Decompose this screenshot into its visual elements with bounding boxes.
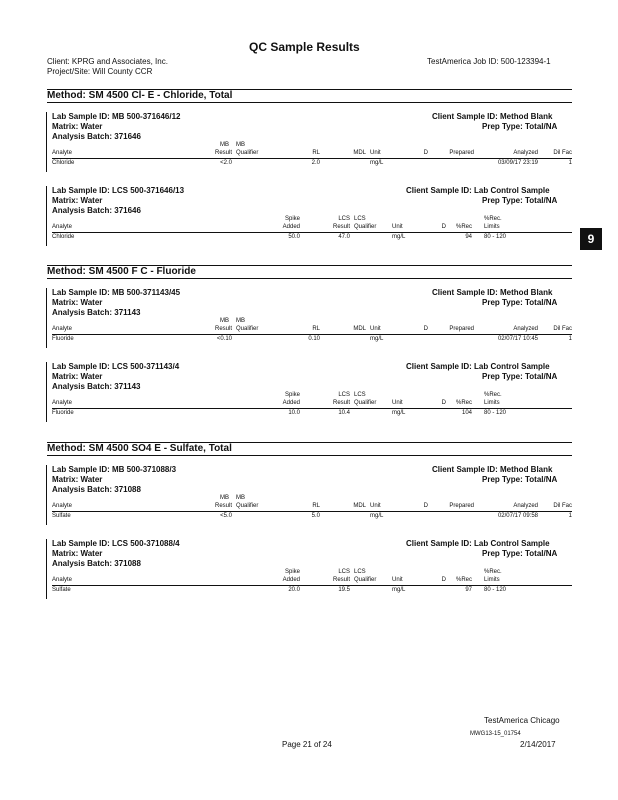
blank-cell: <5.0: [220, 513, 232, 519]
blank-col-header: Result: [214, 503, 232, 509]
lcs-col-header: Result: [332, 224, 350, 230]
blank-col-header: Prepared: [449, 326, 474, 332]
lcs-prep-type: Prep Type: Total/NA: [482, 196, 558, 205]
page-title: QC Sample Results: [249, 40, 360, 54]
blank-cell: Fluoride: [52, 336, 74, 342]
lcs-col-header: Unit: [392, 400, 403, 406]
lcs-col-header: %Rec: [455, 577, 472, 583]
footer-lab: TestAmerica Chicago: [484, 716, 560, 725]
lcs-col-header: Limits: [484, 400, 500, 406]
lcs-matrix: Matrix: Water: [52, 549, 103, 558]
lcs-col-header: Result: [332, 577, 350, 583]
lcs-matrix: Matrix: Water: [52, 372, 103, 381]
lcs-cell: 80 - 120: [484, 410, 507, 416]
blank-hdr-top: MB: [236, 142, 245, 148]
blank-cell: mg/L: [370, 160, 384, 166]
blank-cell: 1: [568, 513, 572, 519]
lcs-batch: Analysis Batch: 371088: [52, 559, 141, 568]
lcs-cell: 10.0: [288, 410, 300, 416]
lcs-sample-id: Lab Sample ID: LCS 500-371646/13: [52, 186, 185, 195]
method-title: Method: SM 4500 Cl- E - Chloride, Total: [47, 90, 233, 101]
lcs-col-header: Qualifier: [354, 577, 377, 583]
lcs-col-header: Analyte: [52, 577, 73, 583]
blank-col-header: Dil Fac: [553, 326, 572, 332]
lcs-hdr-top: %Rec.: [484, 392, 502, 398]
lcs-prep-type: Prep Type: Total/NA: [482, 549, 558, 558]
lcs-hdr-top: LCS: [338, 569, 350, 575]
lcs-col-header: D: [441, 400, 446, 406]
blank-col-header: Analyzed: [513, 503, 538, 509]
lcs-col-header: Qualifier: [354, 400, 377, 406]
lcs-hdr-top: LCS: [338, 392, 350, 398]
lcs-col-header: D: [441, 224, 446, 230]
lcs-matrix: Matrix: Water: [52, 196, 103, 205]
blank-cell: 1: [568, 336, 572, 342]
blank-sample-id: Lab Sample ID: MB 500-371088/3: [52, 465, 177, 474]
section-tab: 9: [580, 228, 602, 250]
blank-cell: 02/07/17 10:45: [497, 336, 538, 342]
lcs-cell: 50.0: [288, 234, 300, 240]
blank-batch: Analysis Batch: 371088: [52, 485, 141, 494]
lcs-col-header: Limits: [484, 224, 500, 230]
blank-cell: Sulfate: [52, 513, 71, 519]
lcs-hdr-top: Spike: [284, 216, 300, 222]
method-rule: [47, 278, 572, 279]
lcs-hdr-top: %Rec.: [484, 569, 502, 575]
blank-matrix: Matrix: Water: [52, 298, 103, 307]
block-bracket: [46, 362, 47, 422]
lcs-col-header: %Rec: [455, 224, 472, 230]
lcs-col-header: D: [441, 577, 446, 583]
lcs-cell: mg/L: [392, 587, 406, 593]
blank-col-header: Analyzed: [513, 150, 538, 156]
blank-col-header: Unit: [370, 503, 381, 509]
blank-cell: mg/L: [370, 336, 384, 342]
blank-cell: <0.10: [216, 336, 232, 342]
blank-hdr-top: MB: [220, 142, 229, 148]
page-number: Page 21 of 24: [282, 740, 332, 749]
blank-client-id: Client Sample ID: Method Blank: [432, 288, 553, 297]
method-rule: [47, 102, 572, 103]
blank-col-header: D: [423, 150, 428, 156]
blank-cell: <2.0: [220, 160, 232, 166]
lcs-cell: 10.4: [338, 410, 350, 416]
report-date: 2/14/2017: [520, 740, 556, 749]
blank-cell: 03/09/17 23:19: [497, 160, 538, 166]
lcs-sample-id: Lab Sample ID: LCS 500-371088/4: [52, 539, 180, 548]
blank-col-header: Qualifier: [236, 503, 259, 509]
lcs-cell: mg/L: [392, 234, 406, 240]
lcs-hdr-top: %Rec.: [484, 216, 502, 222]
blank-prep-type: Prep Type: Total/NA: [482, 298, 558, 307]
lcs-sample-id: Lab Sample ID: LCS 500-371143/4: [52, 362, 180, 371]
blank-col-header: D: [423, 503, 428, 509]
lcs-batch: Analysis Batch: 371143: [52, 382, 141, 391]
blank-col-header: RL: [312, 150, 320, 156]
block-bracket: [46, 465, 47, 525]
lcs-header-rule: [52, 408, 572, 409]
method-title: Method: SM 4500 SO4 E - Sulfate, Total: [47, 443, 232, 454]
blank-cell: 02/07/17 09:58: [497, 513, 538, 519]
lcs-cell: Chloride: [52, 234, 75, 240]
blank-header-rule: [52, 158, 572, 159]
blank-col-header: Dil Fac: [553, 150, 572, 156]
lcs-cell: Fluoride: [52, 410, 74, 416]
blank-sample-id: Lab Sample ID: MB 500-371646/12: [52, 112, 181, 121]
lcs-cell: 97: [465, 587, 472, 593]
block-bracket: [46, 112, 47, 172]
blank-col-header: Qualifier: [236, 326, 259, 332]
lcs-client-id: Client Sample ID: Lab Control Sample: [406, 539, 550, 548]
lcs-header-rule: [52, 585, 572, 586]
blank-col-header: Result: [214, 150, 232, 156]
blank-cell: mg/L: [370, 513, 384, 519]
blank-matrix: Matrix: Water: [52, 122, 103, 131]
blank-col-header: MDL: [353, 150, 366, 156]
client-name: Client: KPRG and Associates, Inc.: [47, 57, 168, 66]
blank-hdr-top: MB: [236, 318, 245, 324]
blank-col-header: Dil Fac: [553, 503, 572, 509]
blank-col-header: Analyzed: [513, 326, 538, 332]
blank-client-id: Client Sample ID: Method Blank: [432, 112, 553, 121]
blank-batch: Analysis Batch: 371646: [52, 132, 141, 141]
job-id: TestAmerica Job ID: 500-123394-1: [427, 57, 551, 66]
blank-header-rule: [52, 334, 572, 335]
blank-col-header: MDL: [353, 326, 366, 332]
blank-col-header: Prepared: [449, 150, 474, 156]
lcs-col-header: Added: [282, 224, 300, 230]
lcs-client-id: Client Sample ID: Lab Control Sample: [406, 362, 550, 371]
lcs-cell: 19.5: [338, 587, 350, 593]
lcs-col-header: Qualifier: [354, 224, 377, 230]
method-title: Method: SM 4500 F C - Fluoride: [47, 266, 196, 277]
lcs-hdr-top: LCS: [354, 216, 366, 222]
lcs-col-header: Result: [332, 400, 350, 406]
blank-cell: Chloride: [52, 160, 75, 166]
block-bracket: [46, 539, 47, 599]
blank-hdr-top: MB: [236, 495, 245, 501]
project-site: Project/Site: Will County CCR: [47, 67, 153, 76]
lcs-header-rule: [52, 232, 572, 233]
blank-header-rule: [52, 511, 572, 512]
lcs-cell: 104: [461, 410, 472, 416]
blank-col-header: Analyte: [52, 326, 73, 332]
block-bracket: [46, 288, 47, 348]
lcs-client-id: Client Sample ID: Lab Control Sample: [406, 186, 550, 195]
lcs-col-header: Unit: [392, 224, 403, 230]
blank-col-header: MDL: [353, 503, 366, 509]
blank-batch: Analysis Batch: 371143: [52, 308, 141, 317]
lcs-col-header: %Rec: [455, 400, 472, 406]
blank-cell: 5.0: [311, 513, 320, 519]
blank-prep-type: Prep Type: Total/NA: [482, 122, 558, 131]
blank-col-header: Analyte: [52, 150, 73, 156]
blank-cell: 2.0: [311, 160, 320, 166]
block-bracket: [46, 186, 47, 246]
method-rule: [47, 455, 572, 456]
footer-code: MWG13-15_01754: [470, 731, 521, 737]
blank-col-header: Qualifier: [236, 150, 259, 156]
blank-matrix: Matrix: Water: [52, 475, 103, 484]
blank-col-header: RL: [312, 503, 320, 509]
blank-hdr-top: MB: [220, 495, 229, 501]
lcs-cell: 20.0: [288, 587, 300, 593]
blank-cell: 0.10: [308, 336, 320, 342]
lcs-col-header: Unit: [392, 577, 403, 583]
blank-cell: 1: [568, 160, 572, 166]
lcs-cell: 80 - 120: [484, 234, 507, 240]
blank-sample-id: Lab Sample ID: MB 500-371143/45: [52, 288, 181, 297]
blank-hdr-top: MB: [220, 318, 229, 324]
lcs-col-header: Added: [282, 400, 300, 406]
blank-col-header: Unit: [370, 150, 381, 156]
lcs-batch: Analysis Batch: 371646: [52, 206, 141, 215]
lcs-cell: 94: [465, 234, 472, 240]
blank-col-header: Prepared: [449, 503, 474, 509]
lcs-hdr-top: LCS: [338, 216, 350, 222]
lcs-hdr-top: LCS: [354, 569, 366, 575]
blank-col-header: Result: [214, 326, 232, 332]
lcs-cell: mg/L: [392, 410, 406, 416]
lcs-col-header: Analyte: [52, 224, 73, 230]
blank-col-header: D: [423, 326, 428, 332]
lcs-prep-type: Prep Type: Total/NA: [482, 372, 558, 381]
blank-col-header: RL: [312, 326, 320, 332]
lcs-col-header: Limits: [484, 577, 500, 583]
lcs-col-header: Analyte: [52, 400, 73, 406]
lcs-hdr-top: Spike: [284, 569, 300, 575]
blank-prep-type: Prep Type: Total/NA: [482, 475, 558, 484]
lcs-cell: 47.0: [338, 234, 350, 240]
blank-col-header: Analyte: [52, 503, 73, 509]
blank-col-header: Unit: [370, 326, 381, 332]
blank-client-id: Client Sample ID: Method Blank: [432, 465, 553, 474]
lcs-col-header: Added: [282, 577, 300, 583]
lcs-cell: 80 - 120: [484, 587, 507, 593]
lcs-cell: Sulfate: [52, 587, 71, 593]
lcs-hdr-top: Spike: [284, 392, 300, 398]
lcs-hdr-top: LCS: [354, 392, 366, 398]
